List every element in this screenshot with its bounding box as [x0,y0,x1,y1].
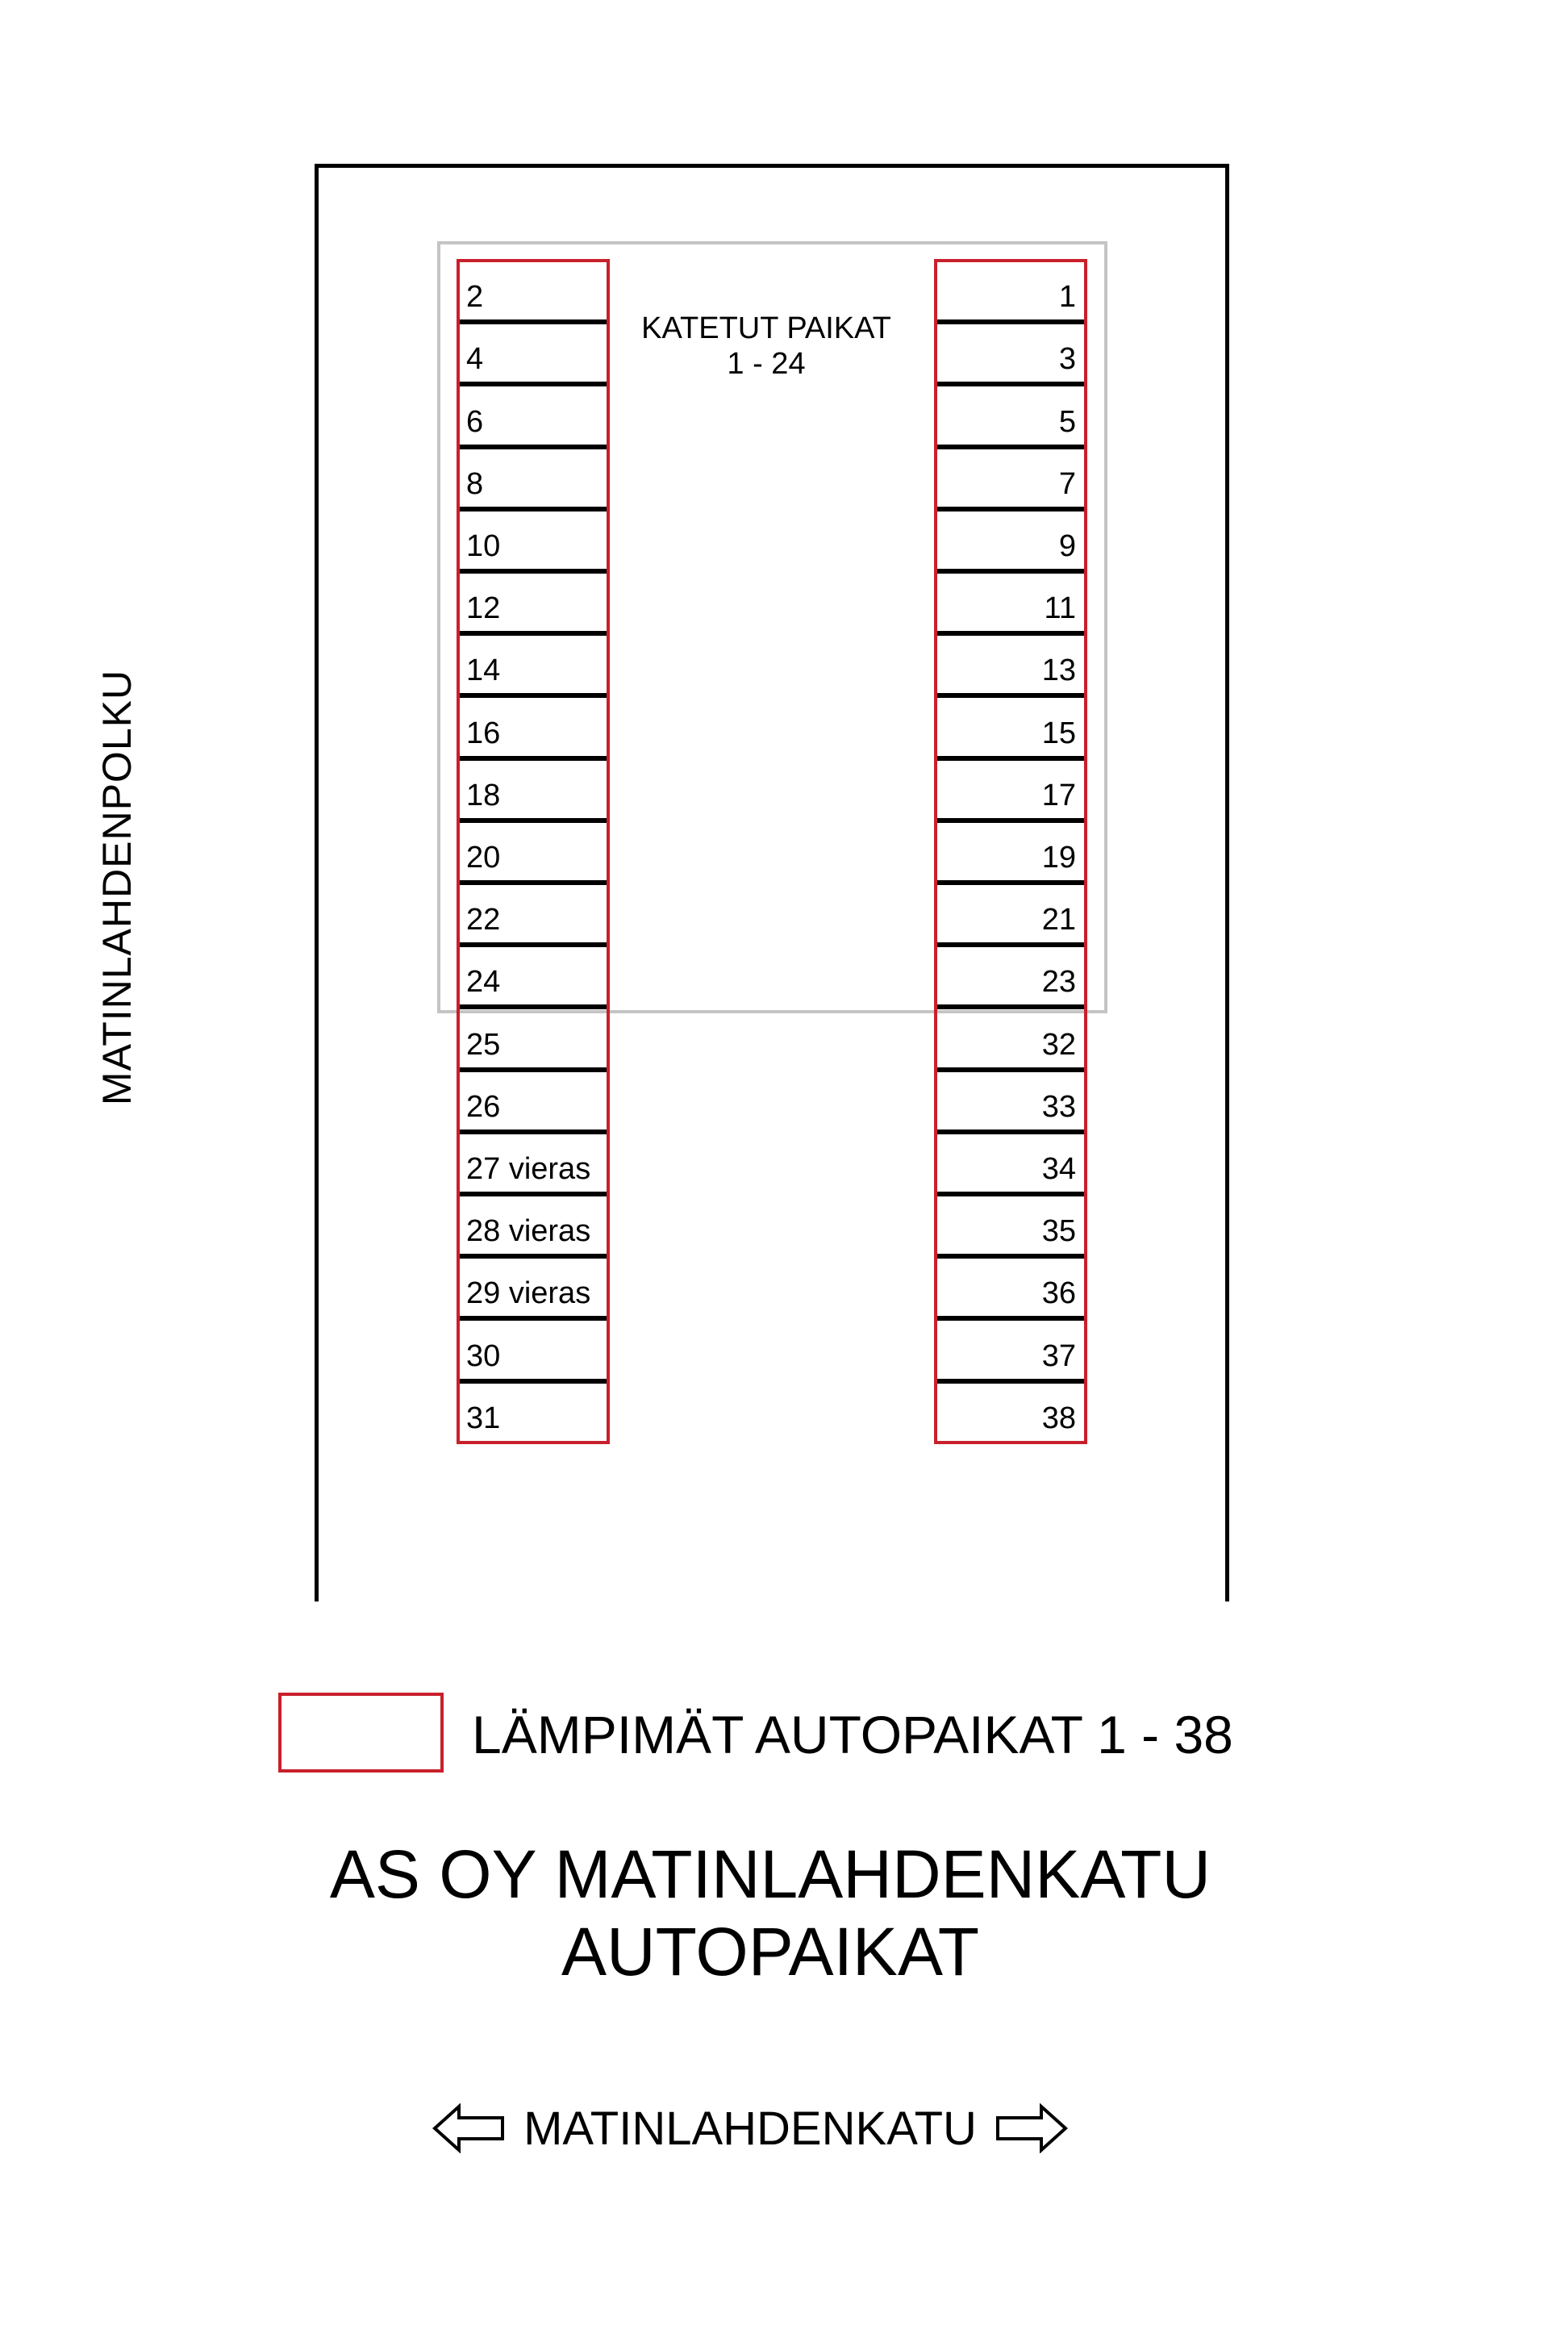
parking-spot [460,1259,607,1321]
parking-spot [460,698,607,760]
parking-spot-number: 29 vieras [466,1276,591,1311]
legend-swatch [278,1693,444,1773]
parking-spot-number: 36 [1041,1276,1076,1311]
parking-spot-number: 19 [1041,841,1076,875]
parking-spot [460,262,607,324]
parking-spot [937,698,1084,760]
parking-spot [460,324,607,386]
covered-area-range: 1 - 24 [727,347,806,381]
parking-spot-number: 17 [1041,778,1076,812]
parking-spot [937,512,1084,574]
parking-spot-number: 15 [1041,716,1076,750]
parking-spot-number: 20 [466,841,501,875]
parking-spot-number: 13 [1041,653,1076,688]
title-line-1: AS OY MATINLAHDENKATU [329,1836,1211,1912]
parking-spot-number: 22 [466,903,501,937]
parking-spot [460,512,607,574]
parking-spot [460,386,607,449]
parking-spot [460,823,607,885]
parking-spot [937,1134,1084,1196]
parking-spot [937,1384,1084,1441]
parking-spot-number: 37 [1041,1338,1076,1373]
parking-spot-number: 1 [1058,280,1076,315]
parking-spot-number: 7 [1058,466,1076,501]
street-label [419,2096,1081,2161]
parking-spot [460,574,607,636]
parking-spot [460,885,607,947]
parking-spot-number: 16 [466,716,501,750]
parking-spot [937,1072,1084,1134]
parking-spot [937,262,1084,324]
parking-spot-number: 33 [1041,1089,1076,1124]
parking-spot-number: 8 [466,466,484,501]
parking-spot [460,449,607,512]
parking-spot-number: 26 [466,1089,501,1124]
right-spot-column [934,259,1087,1444]
parking-spot [937,386,1084,449]
parking-spot-number: 5 [1058,404,1076,439]
parking-spot [460,1009,607,1071]
title-line-2: AUTOPAIKAT [561,1914,980,1990]
parking-spot [937,636,1084,698]
legend-label: LÄMPIMÄT AUTOPAIKAT 1 - 38 [472,1705,1233,1764]
side-street-label [94,669,140,1106]
parking-spot-number: 34 [1041,1152,1076,1187]
parking-spot [460,1072,607,1134]
parking-spot-number: 28 vieras [466,1214,591,1249]
parking-spot-number: 24 [466,965,501,1000]
parking-spot-number: 11 [1044,591,1076,626]
parking-spot [937,1009,1084,1071]
parking-spot [937,823,1084,885]
parking-spot-number: 6 [466,404,484,439]
parking-spot-number: 14 [466,653,501,688]
parking-spot-number: 10 [466,529,501,564]
arrow-left-icon [432,2103,506,2153]
parking-spot-number: 21 [1041,903,1076,937]
parking-spot-number: 32 [1041,1027,1076,1062]
parking-spot-number: 38 [1041,1401,1076,1435]
parking-spot-number: 31 [466,1401,501,1435]
parking-spot [460,761,607,823]
parking-spot-number: 35 [1041,1214,1076,1249]
parking-spot [937,1321,1084,1383]
side-street-name: MATINLAHDENPOLKU [94,669,140,1106]
parking-spot-number: 18 [466,778,501,812]
parking-spot-number: 4 [466,342,484,377]
parking-spot-number: 12 [466,591,501,626]
parking-spot-number: 27 vieras [466,1152,591,1187]
parking-spot [460,636,607,698]
parking-spot [937,885,1084,947]
parking-spot [937,449,1084,512]
parking-spot [460,1321,607,1383]
parking-spot [460,1196,607,1259]
covered-area-label [613,311,920,382]
parking-spot [937,1196,1084,1259]
parking-spot-number: 2 [466,280,484,315]
covered-area-title: KATETUT PAIKAT [641,311,891,345]
parking-spot [937,1259,1084,1321]
parking-spot-number: 30 [466,1338,501,1373]
parking-spot [937,574,1084,636]
street-name: MATINLAHDENKATU [523,2102,977,2155]
parking-spot-number: 23 [1041,965,1076,1000]
parking-spot [460,1384,607,1441]
parking-spot-number: 9 [1058,529,1076,564]
parking-spot [937,324,1084,386]
parking-spot [937,761,1084,823]
parking-spot [937,947,1084,1009]
parking-spot [460,1134,607,1196]
arrow-right-icon [995,2103,1069,2153]
page-title [274,1835,1266,1990]
parking-spot-number: 3 [1058,342,1076,377]
left-spot-column [457,259,610,1444]
parking-spot [460,947,607,1009]
parking-spot-number: 25 [466,1027,501,1062]
